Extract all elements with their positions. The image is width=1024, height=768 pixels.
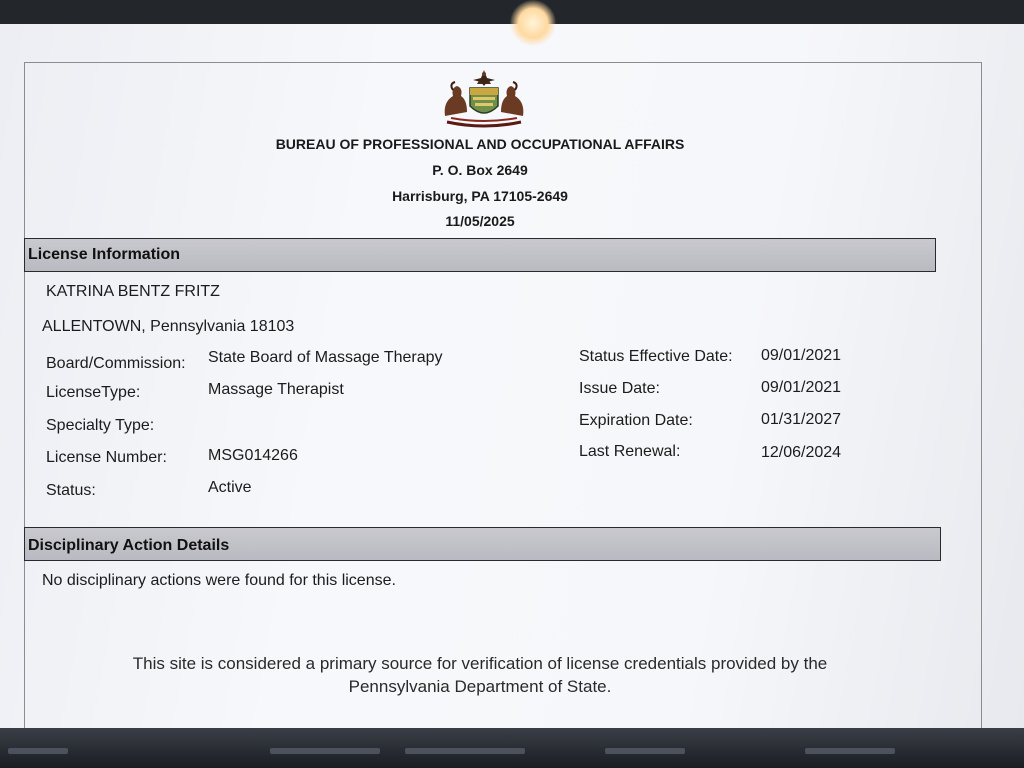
status-effective-date-value: 09/01/2021 (761, 347, 842, 364)
screen-glare (510, 0, 556, 46)
primary-source-line-2: Pennsylvania Department of State. (348, 677, 612, 696)
expiration-date-label: Expiration Date: (579, 412, 693, 429)
status-value: Active (208, 479, 252, 496)
city-state-line: Harrisburg, PA 17105-2649 (392, 188, 568, 204)
bottom-ghost-5 (805, 748, 895, 754)
disciplinary-title: Disciplinary Action Details (28, 537, 230, 554)
disciplinary-header (24, 527, 941, 561)
issue-date-value: 09/01/2021 (761, 379, 842, 396)
specialty-type-label: Specialty Type: (46, 417, 155, 434)
issue-date-label: Issue Date: (579, 380, 660, 397)
coat-of-arms-icon (437, 66, 531, 128)
report-date: 11/05/2025 (445, 213, 515, 229)
licensee-name: KATRINA BENTZ FRITZ (46, 283, 220, 300)
bottom-ghost-3 (405, 748, 525, 754)
board-commission-value: State Board of Massage Therapy (208, 349, 443, 366)
license-type-value: Massage Therapist (208, 381, 344, 398)
licensee-address: ALLENTOWN, Pennsylvania 18103 (42, 318, 295, 335)
po-box-line: P. O. Box 2649 (432, 162, 528, 178)
bottom-ghost-4 (605, 748, 685, 754)
status-effective-date-label: Status Effective Date: (579, 348, 733, 365)
last-renewal-label: Last Renewal: (579, 443, 681, 460)
license-info-header (24, 238, 936, 272)
primary-source-note (40, 652, 920, 698)
disciplinary-message: No disciplinary actions were found for this license. (42, 572, 396, 589)
expiration-date-value: 01/31/2027 (761, 411, 842, 428)
primary-source-line-1: This site is considered a primary source for verification of license credentials provided by the (132, 654, 828, 673)
board-commission-label: Board/Commission: (46, 355, 186, 372)
bottom-toolbar (0, 728, 1024, 768)
license-number-label: License Number: (46, 449, 167, 466)
status-label: Status: (46, 482, 96, 499)
license-info-title: License Information (28, 246, 181, 263)
bottom-ghost-2 (270, 748, 380, 754)
license-number-value: MSG014266 (208, 447, 298, 464)
bottom-ghost-1 (8, 748, 68, 754)
license-type-label: LicenseType: (46, 384, 141, 401)
agency-title: BUREAU OF PROFESSIONAL AND OCCUPATIONAL AFFAIRS (275, 136, 685, 152)
last-renewal-value: 12/06/2024 (761, 444, 842, 461)
